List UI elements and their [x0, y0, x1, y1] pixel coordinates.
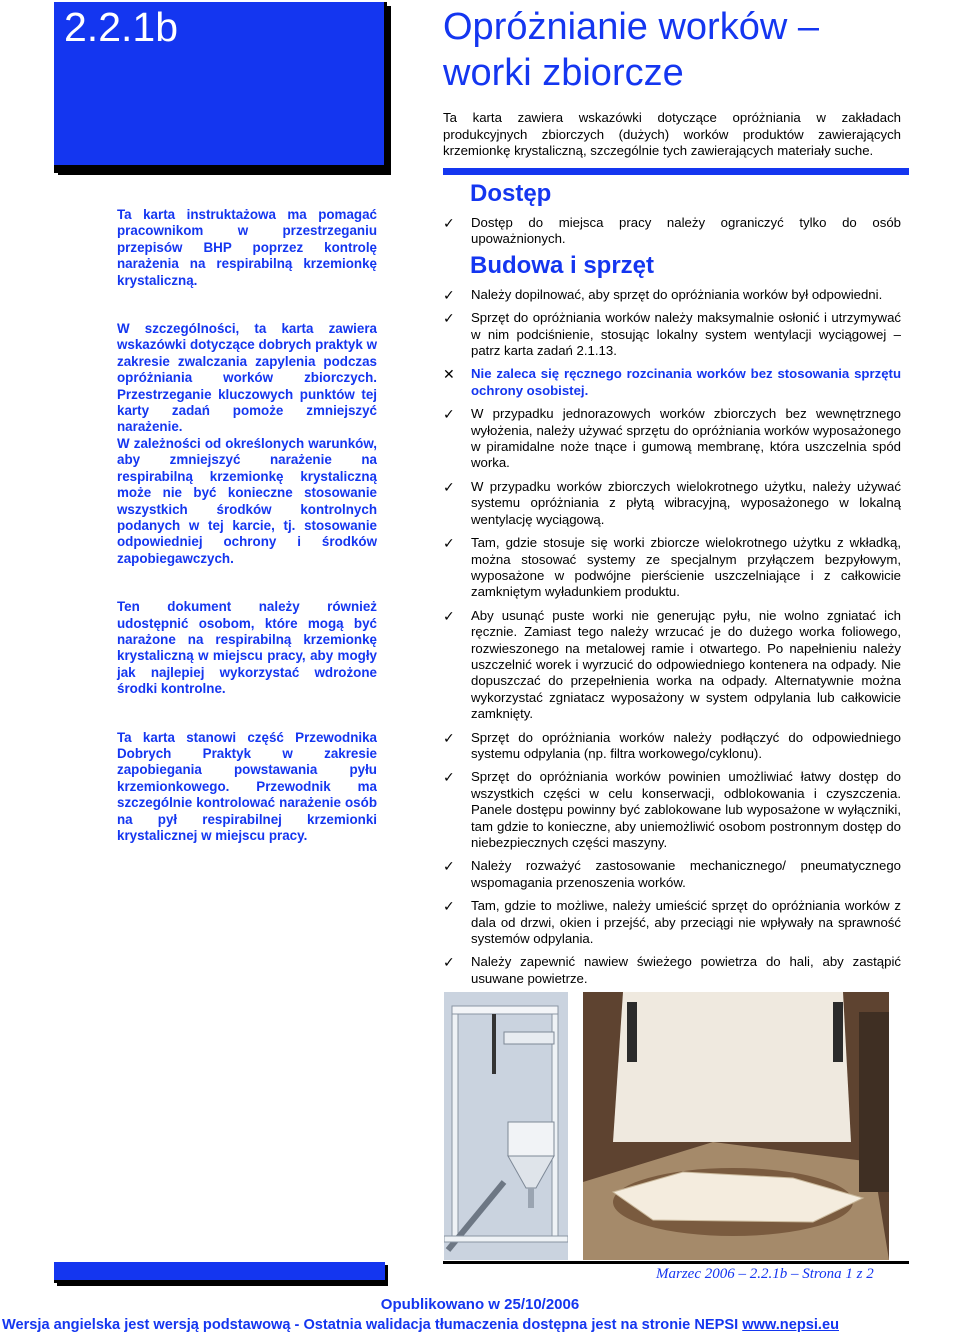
check-icon: ✓ [443, 215, 455, 231]
checklist-item [443, 730, 901, 763]
check-icon: ✓ [443, 535, 455, 552]
left-paragraph-5: Ta karta stanowi część Przewodnika Dobrych Praktyk w zakresie zapobiegania powstawania pyłu krzemionkowego. Przewodnik ma szczególnie kontrolować narażenie osób na pył respirabilnej krzemionki krystalicznej w miejscu pracy. [117, 729, 377, 843]
checklist-item-text: Sprzęt do opróżniania worków należy podłączyć do odpowiedniego systemu odpylania (np. filtra workowego/cyklonu). [471, 729, 901, 761]
checklist-item [443, 310, 901, 359]
section-heading-equipment: Budowa i sprzęt [470, 251, 655, 279]
title-line-2: worki zbiorcze [443, 52, 684, 94]
cross-icon: ✕ [443, 366, 455, 383]
check-icon: ✓ [443, 478, 455, 495]
footer-note [2, 1317, 960, 1333]
access-list [443, 215, 901, 248]
footer-note-text: Wersja angielska jest wersją podstawową - Ostatnia walidacja tłumaczenia dostępna jest na stronie NEPSI [2, 1317, 739, 1333]
check-icon: ✓ [443, 769, 455, 786]
page-title [443, 4, 923, 96]
left-paragraph-4: Ten dokument należy również udostępnić osobom, które mogą być narażone na respirabilną krzemionkę krystaliczną w miejscu pracy, aby mogły jak najlepiej wykorzystać wdrożone środki kontrolne. [117, 599, 377, 697]
bulk-bag-photo [583, 992, 889, 1260]
check-icon: ✓ [443, 954, 455, 971]
section-heading-access: Dostęp [470, 180, 552, 207]
checklist-item [443, 898, 901, 947]
warning-text: Nie zaleca się ręcznego rozcinania worków bez stosowania sprzętu ochrony osobistej. [471, 366, 901, 398]
check-icon: ✓ [443, 607, 455, 624]
checklist-item-text: Sprzęt do opróżniania worków powinien umożliwiać łatwy dostęp do wszystkich części w celu konserwacji, odblokowania i czyszczenia. Panele dostępu powinny być zablokowane lub wyposażone w wyłączniki, tam gdzie to konieczne, aby uniemożliwić osobom postronnym dostęp do niebezpiecznych części maszyny. [471, 769, 901, 850]
footer-bar-left [54, 1262, 385, 1283]
equipment-list-continued [443, 406, 901, 987]
equipment-list [443, 287, 901, 360]
intro-text: Ta karta zawiera wskazówki dotyczące opróżniania w zakładach produkcyjnych zbiorczych (dużych) worków produktów zawierających krzemionkę krystaliczną, szczególnie tych zawierających materiały suche. [443, 110, 901, 159]
checklist-item-text: Tam, gdzie to możliwe, należy umieścić sprzęt do opróżniania worków z dala od drzwi, okien i przejść, aby przeciągi nie wpływały na sprawność systemów odpylania. [471, 898, 901, 947]
card-code: 2.2.1b [64, 4, 178, 50]
left-paragraph-3: W zależności od określonych warunków, aby zmniejszyć narażenie na respirabilną krzemionkę krystaliczną może nie być konieczne stosowanie wszystkich środków kontrolnych podanych w tej karcie, tj. stosowanie odpowiedniej ochrony i środków zapobiegawczych. [117, 435, 377, 566]
divider-right [443, 168, 909, 175]
checklist-item-text: Należy dopilnować, aby sprzęt do opróżniania worków był odpowiedni. [471, 286, 883, 302]
checklist-item [443, 769, 901, 851]
checklist-item-text: W przypadku jednorazowych worków zbiorczych bez wewnętrznego wyłożenia, należy używać sprzętu do opróżniania worków wyposażonego w piramidalne noże tnące i gumową membranę, która uszczelnia spód worka. [471, 406, 901, 471]
footer-page-info: Marzec 2006 – 2.2.1b – Strona 1 z 2 [656, 1266, 874, 1282]
footer-published: Opublikowano w 25/10/2006 [380, 1296, 580, 1313]
divider-left [54, 165, 385, 173]
checklist-item-text: Tam, gdzie stosuje się worki zbiorcze wielokrotnego użytku z wkładką, można stosować systemy ze specjalnym przyłączem bezpyłowym, wyposażone w podwójne pierścienie uszczelniające i z całkowicie zamkniętym wyładunkiem produktu. [471, 535, 901, 600]
checklist-item-text: Aby usunąć puste worki nie generując pyłu, nie wolno zgniatać ich ręcznie. Zamiast tego należy wrzucać je do dużego worka foliowego, rozwieszonego na metalowej ramie i otwartego. Po napełnieniu należy uszczelnić worek i wyrzucić do odpowiedniego kontenera na odpady. Nie dopuszczać do przepełnienia worka na odpady. Alternatywnie można wykorzystać zgniatacz wyposażony w system odpylania lub całkowicie zamknięty. [471, 607, 901, 722]
checklist-item-text: Sprzęt do opróżniania worków należy maksymalnie osłonić i utrzymywać w nim podciśnienie, stosując lokalny system wentylacji wyciągowej – patrz karta zadań 2.1.13. [471, 310, 901, 359]
checklist-item-text: W przypadku worków zbiorczych wielokrotnego użytku, należy używać systemu opróżniania z płytą wibracyjną, wyposażonego w lokalną wentylację wyciągową. [471, 478, 901, 527]
checklist-item [443, 406, 901, 472]
left-paragraph-1: Ta karta instruktażowa ma pomagać pracownikom w przestrzeganiu przepisów BHP poprzez kontrolę narażenia na respirabilną krzemionkę krystaliczną. [117, 207, 377, 288]
right-column [443, 180, 901, 987]
bag-emptying-machine-photo [444, 992, 568, 1260]
checklist-item [443, 479, 901, 528]
checklist-item [443, 608, 901, 723]
nepsi-link[interactable]: www.nepsi.eu [742, 1317, 839, 1333]
machine-illustration [444, 992, 568, 1260]
warning-item [443, 366, 901, 399]
checklist-item [443, 535, 901, 601]
title-line-1: Opróżnianie worków – [443, 6, 819, 48]
checklist-item [443, 287, 901, 303]
checklist-item-text: Należy rozważyć zastosowanie mechanicznego/ pneumatycznego wspomagania przenoszenia worków. [471, 858, 901, 890]
check-icon: ✓ [443, 310, 455, 327]
check-icon: ✓ [443, 858, 455, 875]
check-icon: ✓ [443, 898, 455, 915]
left-column [117, 207, 377, 844]
bag-illustration [583, 992, 889, 1260]
checklist-item [443, 858, 901, 891]
footer-rule-right [443, 1261, 909, 1264]
checklist-item-text: Dostęp do miejsca pracy należy ograniczyć tylko do osób upoważnionych. [471, 215, 901, 247]
checklist-item-text: Należy zapewnić nawiew świeżego powietrza do hali, aby zastąpić usuwane powietrze. [471, 954, 901, 986]
check-icon: ✓ [443, 406, 455, 423]
check-icon: ✓ [443, 286, 455, 303]
left-paragraph-2: W szczególności, ta karta zawiera wskazówki dotyczące dobrych praktyk w zakresie zwalczania zapylenia podczas opróżniania worków zbiorczych. Przestrzeganie kluczowych punktów tej karty zadań pomoże zmniejszyć narażenie. [117, 321, 377, 435]
checklist-item [443, 215, 901, 248]
check-icon: ✓ [443, 729, 455, 746]
checklist-item [443, 954, 901, 987]
